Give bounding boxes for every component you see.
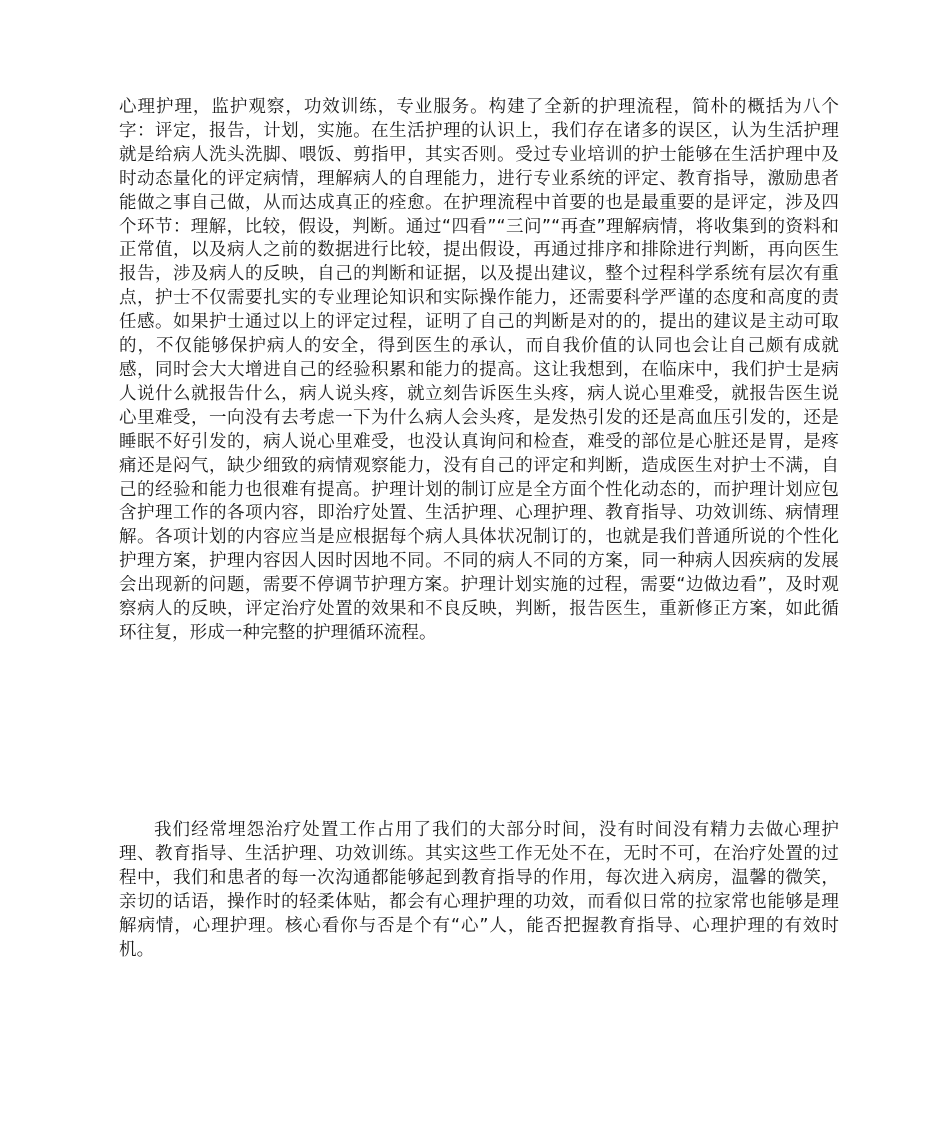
paragraph-communication: 我们经常埋怨治疗处置工作占用了我们的大部分时间，没有时间没有精力去做心理护理、教育指导、生活护理、功效训练。其实这些工作无处不在，无时不可，在治疗处置的过程中，我们和患者的每一次沟通都能够起到教育指导的作用，每次进入病房，温馨的微笑，亲切的话语，操作时的轻柔体贴，都会有心理护理的功效，而看似日常的拉家常也能够是理解病情，心理护理。核心看你与否是个有“心”人，能否把握教育指导、心理护理的有效时机。: [119, 820, 839, 960]
paragraph-nursing-process: 心理护理，监护观察，功效训练，专业服务。构建了全新的护理流程，简朴的概括为八个字：评定，报告，计划，实施。在生活护理的认识上，我们存在诸多的误区，认为生活护理就是给病人洗头洗脚、喂饭、剪指甲，其实否则。受过专业培训的护士能够在生活护理中及时动态量化的评定病情，理解病人的自理能力，进行专业系统的评定、教育指导，激励患者能做之事自己做，从而达成真正的痊愈。在护理流程中首要的也是最重要的是评定，涉及四个环节：理解，比较，假设，判断。通过“四看”“三问”“再查”理解病情，将收集到的资料和正常值，以及病人之前的数据进行比较，提出假设，再通过排序和排除进行判断，再向医生报告，涉及病人的反映，自己的判断和证据，以及提出建议，整个过程科学系统有层次有重点，护士不仅需要扎实的专业理论知识和实际操作能力，还需要科学严谨的态度和高度的责任感。如果护士通过以上的评定过程，证明了自己的判断是对的的，提出的建议是主动可取的，不仅能够保护病人的安全，得到医生的承认，而自我价值的认同也会让自己颇有成就感，同时会大大增进自己的经验积累和能力的提高。这让我想到，在临床中，我们护士是病人说什么就报告什么，病人说头疼，就立刻告诉医生头疼，病人说心里难受，就报告医生说心里难受，一向没有去考虑一下为什么病人会头疼，是发热引发的还是高血压引发的，还是睡眠不好引发的，病人说心里难受，也没认真询问和检查，难受的部位是心脏还是胃，是疼痛还是闷气，缺少细致的病情观察能力，没有自己的评定和判断，造成医生对护士不满，自己的经验和能力也很难有提高。护理计划的制订应是全方面个性化动态的，而护理计划应包含护理工作的各项内容，即治疗处置、生活护理、心理护理、教育指导、功效训练、病情理解。各项计划的内容应当是应根据每个病人具体状况制订的，也就是我们普通所说的个性化护理方案，护理内容因人因时因地不同。不同的病人不同的方案，同一种病人因疾病的发展会出现新的问题，需要不停调节护理方案。护理计划实施的过程，需要“边做边看”，及时观察病人的反映，评定治疗处置的效果和不良反映，判断，报告医生，重新修正方案，如此循环往复，形成一种完整的护理循环流程。: [119, 97, 839, 643]
